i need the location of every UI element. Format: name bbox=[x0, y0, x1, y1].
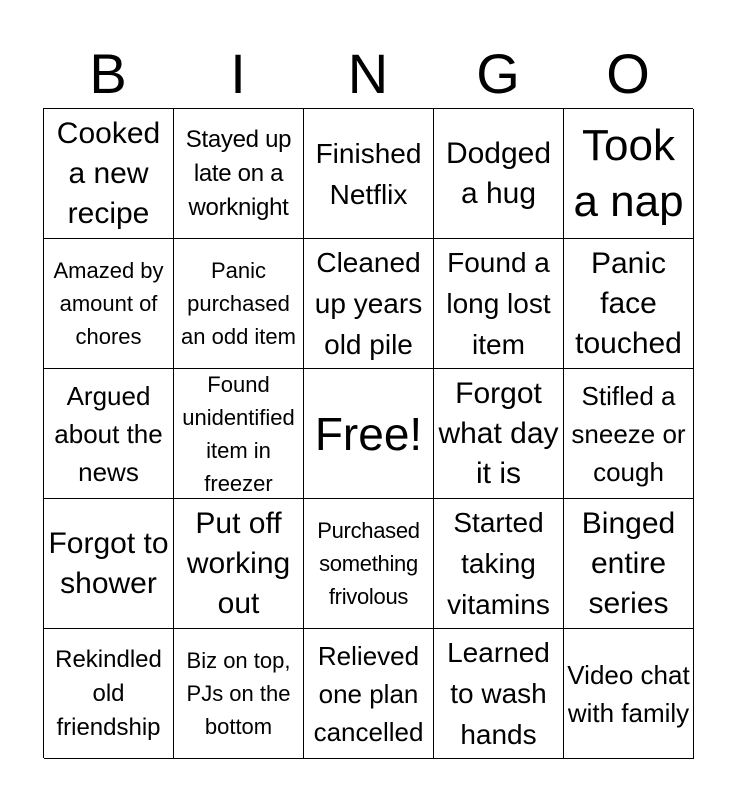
bingo-cell[interactable]: Argued about the news bbox=[44, 369, 174, 499]
bingo-cell[interactable]: Forgot what day it is bbox=[434, 369, 564, 499]
bingo-cell[interactable]: Forgot to shower bbox=[44, 499, 174, 629]
bingo-cell[interactable]: Cleaned up years old pile bbox=[304, 239, 434, 369]
bingo-cell[interactable]: Dodged a hug bbox=[434, 109, 564, 239]
header-letter-n: N bbox=[347, 42, 389, 105]
bingo-cell[interactable]: Started taking vitamins bbox=[434, 499, 564, 629]
bingo-cell[interactable]: Relieved one plan cancelled bbox=[304, 629, 434, 759]
bingo-cell[interactable]: Stifled a sneeze or cough bbox=[564, 369, 694, 499]
bingo-cell[interactable]: Biz on top, PJs on the bottom bbox=[174, 629, 304, 759]
bingo-cell[interactable]: Found a long lost item bbox=[434, 239, 564, 369]
bingo-cell[interactable]: Panic purchased an odd item bbox=[174, 239, 304, 369]
bingo-cell[interactable]: Panic face touched bbox=[564, 239, 694, 369]
bingo-cell[interactable]: Finished Netflix bbox=[304, 109, 434, 239]
bingo-cell[interactable]: Purchased something frivolous bbox=[304, 499, 434, 629]
bingo-grid bbox=[43, 108, 693, 758]
bingo-cell[interactable]: Found unidentified item in freezer bbox=[174, 369, 304, 499]
bingo-cell[interactable]: Video chat with family bbox=[564, 629, 694, 759]
bingo-cell[interactable]: Took a nap bbox=[564, 109, 694, 239]
bingo-cell[interactable]: Put off working out bbox=[174, 499, 304, 629]
header-letter-g: G bbox=[476, 42, 520, 105]
bingo-cell[interactable]: Rekindled old friendship bbox=[44, 629, 174, 759]
bingo-cell[interactable]: Binged entire series bbox=[564, 499, 694, 629]
bingo-cell[interactable]: Stayed up late on a worknight bbox=[174, 109, 304, 239]
bingo-header bbox=[43, 40, 693, 108]
header-letter-i: I bbox=[230, 42, 246, 105]
header-letter-o: O bbox=[606, 42, 650, 105]
bingo-cell[interactable]: Learned to wash hands bbox=[434, 629, 564, 759]
bingo-free-cell[interactable]: Free! bbox=[304, 369, 434, 499]
bingo-cell[interactable]: Cooked a new recipe bbox=[44, 109, 174, 239]
bingo-cell[interactable]: Amazed by amount of chores bbox=[44, 239, 174, 369]
header-letter-b: B bbox=[89, 42, 127, 105]
